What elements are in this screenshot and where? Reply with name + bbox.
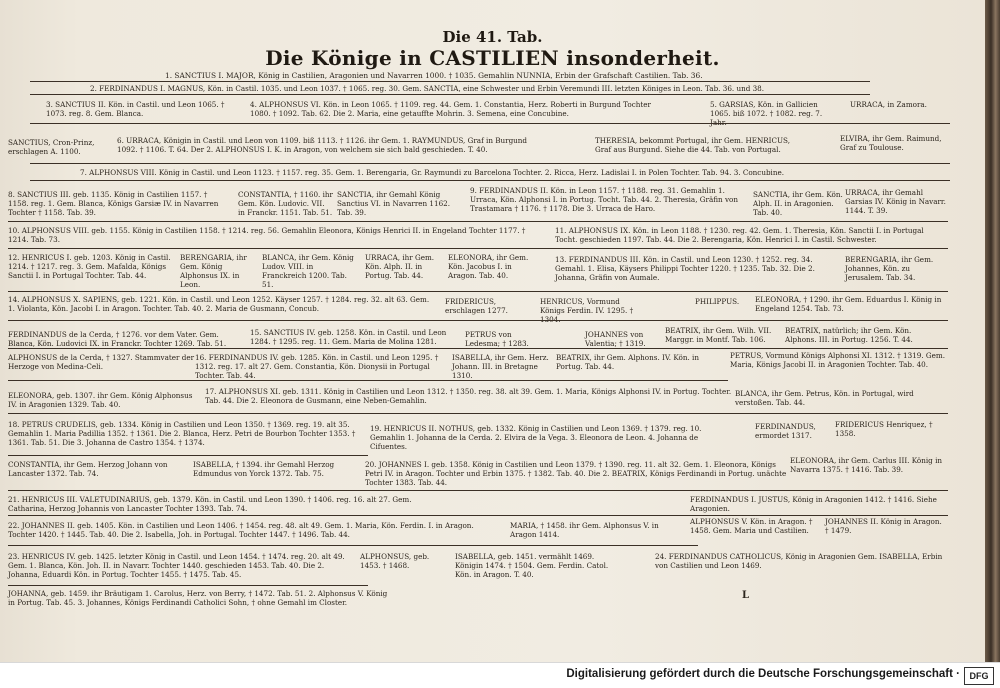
book-spine-edge [985, 0, 1000, 662]
entry-blanca-portugal: BLANCA, ihr Gem. Petrus, Kön. in Portugal, wird verstoßen. Tab. 44. [735, 389, 914, 407]
entry-sanctius-prince: SANCTIUS, Cron-Prinz, erschlagen A. 1100. [8, 138, 95, 156]
page-signature: L [742, 590, 750, 601]
entry-constantia-lancaster: CONSTANTIA, ihr Gem. Herzog Johann von Lancaster 1372. Tab. 74. [8, 460, 168, 478]
entry-sanctius-ii: 3. SANCTIUS II. Kön. in Castil. und Leon 1065. † 1073. reg. 8. Gem. Blanca. [46, 100, 225, 118]
entry-beatrix-alphonsus-iv: BEATRIX, ihr Gem. Alphons. IV. Kön. in Portug. Tab. 44. [556, 353, 699, 371]
entry-alphonsus-cerda: ALPHONSUS de la Cerda, † 1327. Stammvater der Herzoge von Medina-Celi. [8, 353, 195, 371]
entry-ferdinandus-ii: 9. FERDINANDUS II. Kön. in Leon 1157. † 1188. reg. 31. Gemahlin 1. Urraca, Kön. Alphonsi I. in Portug. Tocht. Tab. 44. 2. Theresia, Gräfin von Trastamara † 1176. † 1178. Die 3. Urraca de Haro. [470, 186, 738, 213]
entry-johannes-ii-aragon: JOHANNES II. König in Aragon. † 1479. [825, 517, 942, 535]
entry-isabella-yorck: ISABELLA, † 1394. ihr Gemahl Herzog Edmundus von Yorck 1372. Tab. 75. [193, 460, 335, 478]
entry-alphonsus-x: 14. ALPHONSUS X. SAPIENS, geb. 1221. Kön. in Castil. und Leon 1252. Käyser 1257. † 1284. reg. 32. alt 63. Gem. 1. Violanta, Kön. Jacobi I. in Aragon. Tochter. Tab. 40. 2. Maria de Gusmann, Concub. [8, 295, 430, 313]
entry-urraca-portugal: URRACA, ihr Gem. Kön. Alph. II. in Portug. Tab. 44. [365, 253, 435, 280]
entry-henricus-iii: 21. HENRICUS III. VALETUDINARIUS, geb. 1379. Kön. in Castil. und Leon 1390. † 1406. reg. 16. alt 27. Gem. Catharina, Herzog Johannis von Lancaster Tochter 1393. Tab. 74. [8, 495, 412, 513]
entry-sanctius-i: 1. SANCTIUS I. MAJOR, König in Castilien, Aragonien und Navarren 1000. † 1035. Gemahlin NUNNIA, Erbin der Grafschaft Castilien. Tab. 36. [165, 71, 703, 80]
entry-urraca-navarre: URRACA, ihr Gemahl Garsias IV. König in Navarr. 1144. T. 39. [845, 188, 946, 215]
entry-eleonora-1307: ELEONORA, geb. 1307. ihr Gem. König Alphonsus IV. in Aragonien 1329. Tab. 40. [8, 391, 193, 409]
entry-ferdinandus-iv: 16. FERDINANDUS IV. geb. 1285. Kön. in Castil. und Leon 1295. † 1312. reg. 17. alt 27. Gem. Constantia, Kön. Dionysii in Portugal Tochter. Tab. 44. [195, 353, 439, 380]
entry-eleonora-england: ELEONORA, † 1290. ihr Gem. Eduardus I. König in Engeland 1254. Tab. 73. [755, 295, 942, 313]
entry-alphonsus-ix: 11. ALPHONSUS IX. Kön. in Leon 1188. † 1230. reg. 42. Gem. 1. Theresia, Kön. Sanctii I. in Portugal Tocht. geschieden 1197. Tab. 44. Die 2. Berengaria, Kön. Henrici I. in Castil. Schwester. [555, 226, 924, 244]
entry-theresia: THERESIA, bekommt Portugal, ihr Gem. HENRICUS, Graf aus Burgund. Siehe die 44. Tab. von Portugal. [595, 136, 791, 154]
entry-blanca-france: BLANCA, ihr Gem. König Ludov. VIII. in Franckreich 1200. Tab. 51. [262, 253, 354, 289]
entry-alphonsus-vii: 7. ALPHONSUS VIII. König in Castil. und Leon 1123. † 1157. reg. 35. Gem. 1. Berengaria, Gr. Raymundi zu Barcelona Tochter. 2. Ricca, Herz. Ladislai I. in Polen Tochter. Tab. 94. 3. Concubine. [80, 168, 785, 177]
entry-alphonsus-xi: 17. ALPHONSUS XI. geb. 1311. König in Castilien und Leon 1312. † 1350. reg. 38. alt 39. Gem. 1. Maria, Königs Alphonsi IV. in Portug. Tochter. Tab. 44. Die 2. Eleonora de Gusmann, eine Neben-Gemahlin. [205, 387, 732, 405]
entry-alphonsus-v-aragon: ALPHONSUS V. Kön. in Aragon. † 1458. Gem. Maria und Castilien. [690, 517, 813, 535]
entry-petrus-crudelis: 18. PETRUS CRUDELIS, geb. 1334. König in Castilien und Leon 1350. † 1369. reg. 19. alt 35. Gemahlin 1. Maria Padillia 1352. † 1361. Die 2. Blanca, Herz. Petri de Bourbon Tochter 1353. † 1361. Tab. 51. Die 3. Johanna de Castro 1354. † 1374. [8, 420, 356, 447]
entry-johannes-i: 20. JOHANNES I. geb. 1358. König in Castilien und Leon 1379. † 1390. reg. 11. alt 32. Gem. 1. Eleonora, Königs Petri IV. in Aragon. Tochter und Erbin 1375. † 1382. Tab. 40. Die 2. BEATRIX, Königs Ferdinandi in Portug. unächte Tochter 1383. Tab. 44. [365, 460, 787, 487]
entry-urraca-queen: 6. URRACA, Königin in Castil. und Leon von 1109. biß 1113. † 1126. ihr Gem. 1. RAYMUNDUS, Graf in Burgund 1092. † 1106. T. 64. Der 2. ALPHONSUS I. K. in Aragon, von welchem sie sich bald geschieden. T. 40. [117, 136, 528, 154]
entry-sanctius-iii: 8. SANCTIUS III. geb. 1135. König in Castilien 1157. † 1158. reg. 1. Gem. Blanca, Königs Garsiæ IV. in Navarren Tochter † 1158. Tab. 39. [8, 190, 219, 217]
entry-constantia: CONSTANTIA, † 1160. ihr Gem. Kön. Ludovic. VII. in Franckr. 1151. Tab. 51. [238, 190, 333, 217]
digitization-footer [0, 662, 1000, 688]
dfg-logo-icon: DFG [964, 667, 994, 685]
entry-fridericus-henriquez: FRIDERICUS Henriquez, † 1358. [835, 420, 933, 438]
entry-alphonsus-vi: 4. ALPHONSUS VI. Kön. in Leon 1065. † 1109. reg. 44. Gem. 1. Constantia, Herz. Roberti in Burgund Tochter 1080. † 1092. Tab. 62. Die 2. Maria, eine getauffte Mohrin. 3. Semena, eine Concubine. [250, 100, 651, 118]
entry-eleonora-aragon: ELEONORA, ihr Gem. Kön. Jacobus I. in Aragon. Tab. 40. [448, 253, 529, 280]
entry-isabella-catholica: ISABELLA, geb. 1451. vermählt 1469. Königin 1474. † 1504. Gem. Ferdin. Catol. Kön. in Aragon. T. 40. [455, 552, 609, 579]
entry-fridericus: FRIDERICUS, erschlagen 1277. [445, 297, 508, 315]
entry-urraca-zamora: URRACA, in Zamora. [850, 100, 927, 109]
entry-berengaria-leon: BERENGARIA, ihr Gem. König Alphonsus IX. in Leon. [180, 253, 247, 289]
entry-alphonsus-1453: ALPHONSUS, geb. 1453. † 1468. [360, 552, 430, 570]
entry-henricus-i: 12. HENRICUS I. geb. 1203. König in Castil. 1214. † 1217. reg. 3. Gem. Mafalda, Königs Sanctii I. in Portugal Tochter. Tab. 44. [8, 253, 171, 280]
entry-ferdinandus-ermordet: FERDINANDUS, ermordet 1317. [755, 422, 816, 440]
entry-sanctia-navarre: SANCTIA, ihr Gemahl König Sanctius VI. in Navarren 1162. Tab. 39. [337, 190, 450, 217]
footer-credit: Digitalisierung gefördert durch die Deutsche Forschungsgemeinschaft · [566, 668, 960, 680]
entry-johanna-1459: JOHANNA, geb. 1459. ihr Bräutigam 1. Carolus, Herz. von Berry, † 1472. Tab. 51. 2. Alphonsus V. König in Portug. Tab. 45. 3. Johannes, Königs Ferdinandi Catholici Sohn, † ohne Gemahl im Closter. [8, 589, 388, 607]
entry-henricus-ii: 19. HENRICUS II. NOTHUS, geb. 1332. König in Castilien und Leon 1369. † 1379. reg. 10. Gemahlin 1. Johanna de la Cerda. 2. Elvira de la Vega. 3. Eleonora de Leon. 4. Johanna de Cifuentes. [370, 424, 702, 451]
entry-sanctia-aragon: SANCTIA, ihr Gem. Kön. Alph. II. in Aragonien. Tab. 40. [753, 190, 843, 217]
entry-beatrix-montf: BEATRIX, ihr Gem. Wilh. VII. Marggr. in Montf. Tab. 106. [665, 326, 772, 344]
entry-maria-aragon: MARIA, † 1458. ihr Gem. Alphonsus V. in Aragon 1414. [510, 521, 659, 539]
entry-philippus: PHILIPPUS. [695, 297, 740, 306]
entry-berengaria-jerusalem: BERENGARIA, ihr Gem. Johannes, Kön. zu Jerusalem. Tab. 34. [845, 255, 934, 282]
entry-ferdinandus-i: 2. FERDINANDUS I. MAGNUS, Kön. in Castil. 1035. und Leon 1037. † 1065. reg. 30. Gem. SANCTIA, eine Schwester und Erbin Veremundi III. letzten Königes in Leon. Tab. 36. und 38. [90, 84, 765, 93]
entry-ferdinandus-i-justus: FERDINANDUS I. JUSTUS, König in Aragonien 1412. † 1416. Siehe Aragonien. [690, 495, 937, 513]
entry-petrus-vormund: PETRUS, Vormund Königs Alphonsi XI. 1312. † 1319. Gem. Maria, Königs Jacobi II. in Aragonien Tochter. Tab. 40. [730, 351, 946, 369]
entry-henricus-iv: 23. HENRICUS IV. geb. 1425. letzter König in Castil. und Leon 1454. † 1474. reg. 20. alt 49. Gem. 1. Blanca, Kön. Joh. II. in Navarr. Tochter 1440. geschieden 1453. Tab. 40. Die 2. Johanna, Eduardi Kön. in Portug. Tochter 1455. † 1475. Tab. 45. [8, 552, 345, 579]
entry-beatrix-portugal: BEATRIX, natürlich; ihr Gem. Kön. Alphons. III. in Portug. 1256. T. 44. [785, 326, 913, 344]
entry-johannes-ii: 22. JOHANNES II. geb. 1405. Kön. in Castilien und Leon 1406. † 1454. reg. 48. alt 49. Gem. 1. Maria, Kön. Ferdin. I. in Aragon. Tochter 1420. † 1445. Tab. 40. Die 2. Isabella, Joh. in Portugal. Tochter 1447. † 1496. Tab. 44. [8, 521, 474, 539]
entry-ferdinandus-catholicus: 24. FERDINANDUS CATHOLICUS, König in Aragonien Gem. ISABELLA, Erbin von Castilien und Leon 1469. [655, 552, 943, 570]
entry-garsias: 5. GARSIAS, Kön. in Gallicien 1065. biß 1072. † 1082. reg. 7. Jahr. [710, 100, 823, 127]
entry-petrus-ledesma: PETRUS von Ledesma; † 1283. [465, 330, 529, 348]
entry-ferdinandus-iii: 13. FERDINANDUS III. Kön. in Castil. und Leon 1230. † 1252. reg. 34. Gemahl. 1. Elisa, Käysers Philippi Tochter 1220. † 1235. Tab. 32. Die 2. Johanna, Gräfin von Aumale. [555, 255, 815, 282]
entry-alphonsus-viii: 10. ALPHONSUS VIII. geb. 1155. König in Castilien 1158. † 1214. reg. 56. Gemahlin Eleonora, Königs Henrici II. in Engeland Tochter 1177. † 1214. Tab. 73. [8, 226, 526, 244]
entry-henricus-vormund: HENRICUS, Vormund Königs Ferdin. IV. 1295. † 1304. [540, 297, 634, 324]
entry-elvira: ELVIRA, ihr Gem. Raimund, Graf zu Toulouse. [840, 134, 942, 152]
entry-isabella-bretagne: ISABELLA, ihr Gem. Herz. Johann. III. in Bretagne 1310. [452, 353, 549, 380]
table-number-heading: Die 41. Tab. [442, 28, 543, 46]
page-title: Die Könige in CASTILIEN insonderheit. [265, 46, 720, 70]
entry-ferdinandus-cerda: FERDINANDUS de la Cerda, † 1276. vor dem Vater. Gem. Blanca, Kön. Ludovici IX. in Franckr. Tochter 1269. Tab. 51. [8, 330, 227, 348]
entry-sanctius-iv: 15. SANCTIUS IV. geb. 1258. Kön. in Castil. und Leon 1284. † 1295. reg. 11. Gem. Maria de Molina 1281. [250, 328, 447, 346]
entry-johannes-valentia: JOHANNES von Valentia; † 1319. [585, 330, 646, 348]
entry-eleonora-navarra: ELEONORA, ihr Gem. Carlus III. König in Navarra 1375. † 1416. Tab. 39. [790, 456, 942, 474]
